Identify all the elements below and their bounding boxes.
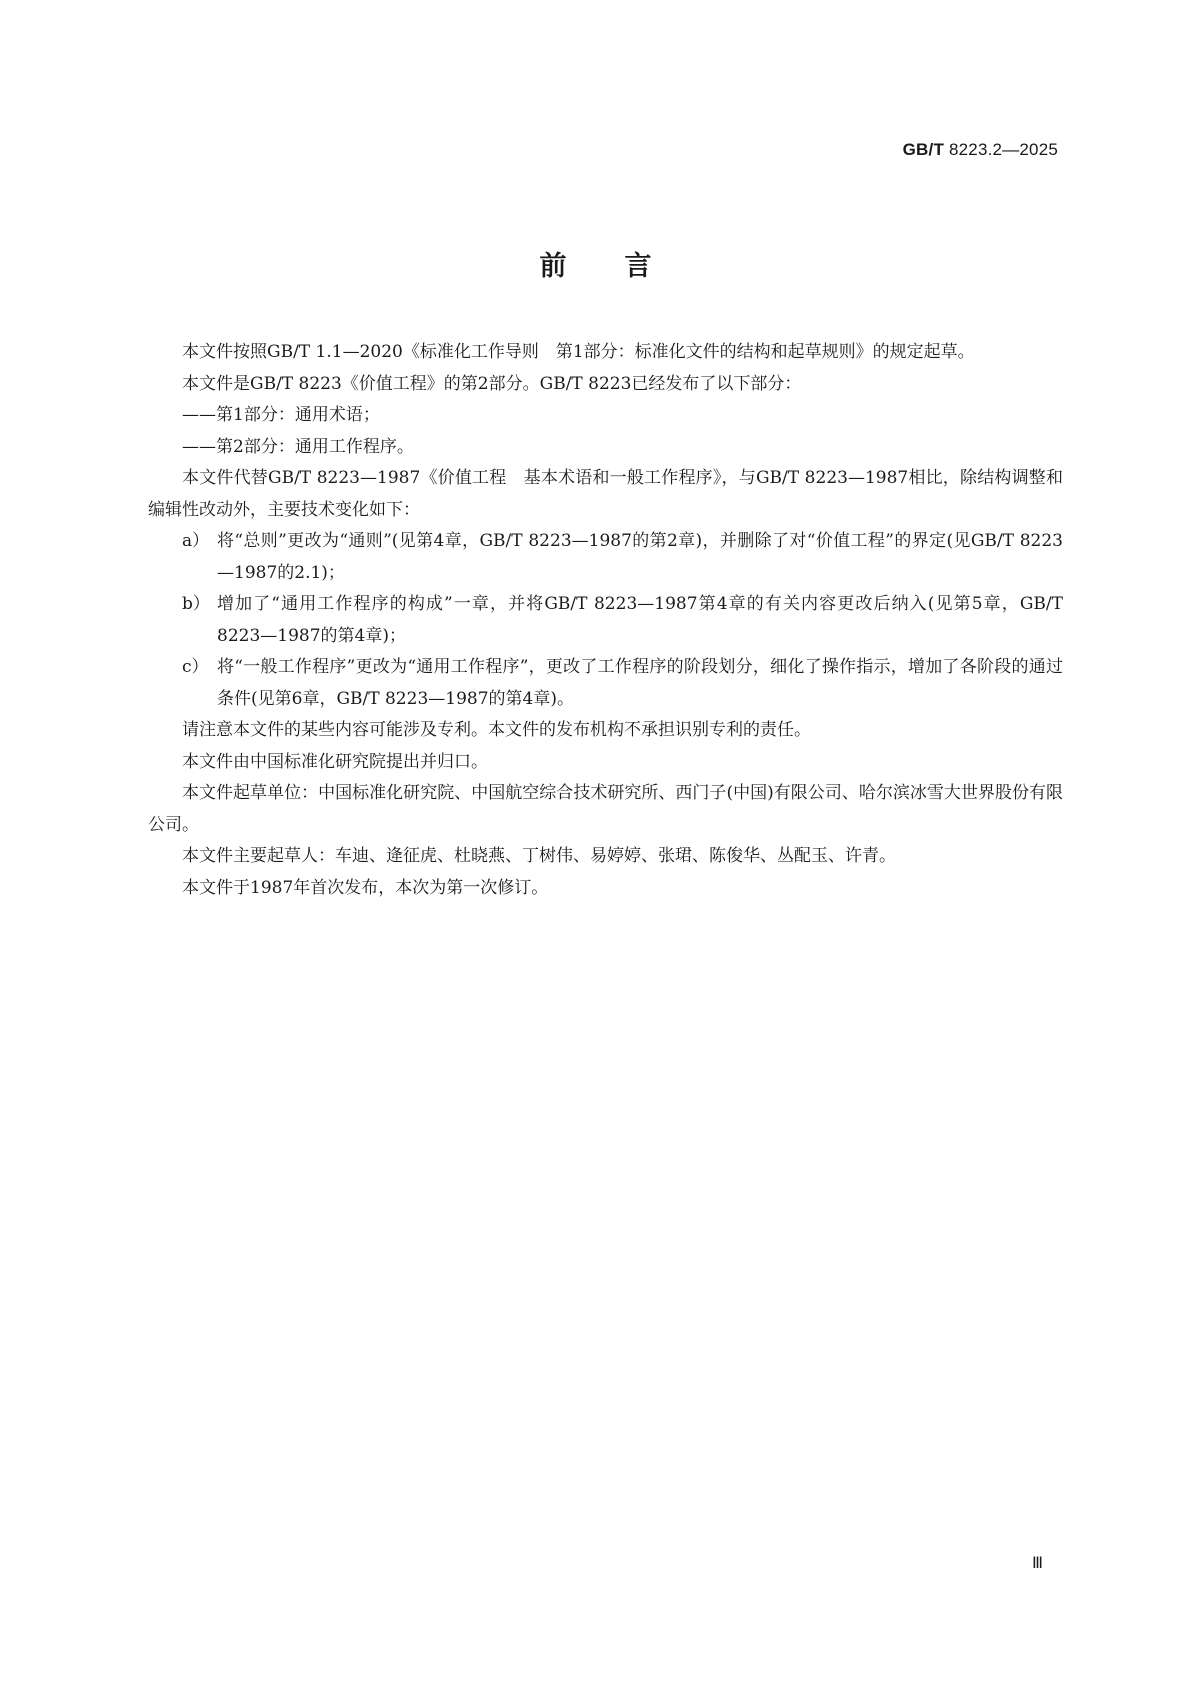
paragraph-drafting-units: 本文件起草单位：中国标准化研究院、中国航空综合技术研究所、西门子(中国)有限公司、哈尔滨冰雪大世界股份有限公司。: [148, 783, 1063, 835]
change-item-a: [148, 526, 1063, 589]
standard-code: GB/T: [902, 140, 945, 159]
paragraph-patent-notice: 请注意本文件的某些内容可能涉及专利。本文件的发布机构不承担识别专利的责任。: [182, 720, 811, 740]
page-number: Ⅲ: [1031, 1555, 1043, 1572]
paragraph-part-info: 本文件是GB/T 8223《价值工程》的第2部分。GB/T 8223已经发布了以下部分：: [182, 373, 802, 394]
page-title: 前言: [539, 251, 710, 282]
paragraph-replacement: 本文件代替GB/T 8223—1987《价值工程 基本术语和一般工作程序》，与GB/T 8223—1987相比，除结构调整和编辑性改动外，主要技术变化如下：: [148, 468, 1063, 520]
change-item-marker: a）: [182, 531, 210, 551]
change-item-text: 将“一般工作程序”更改为“通用工作程序”，更改了工作程序的阶段划分，细化了操作指示，增加了各阶段的通过条件(见第6章，GB/T 8223—1987的第4章)。: [217, 657, 1063, 709]
list-item-part-1: ——第1部分：通用术语；: [182, 405, 380, 425]
paragraph-drafting-basis: 本文件按照GB/T 1.1—2020《标准化工作导则 第1部分：标准化文件的结构和起草规则》的规定起草。: [182, 342, 975, 362]
standard-number: 8223.2—2025: [948, 140, 1058, 159]
paragraph-history: 本文件于1987年首次发布，本次为第一次修订。: [182, 877, 549, 898]
change-item-marker: c）: [182, 657, 209, 677]
paragraph-proposer: 本文件由中国标准化研究院提出并归口。: [182, 751, 488, 772]
paragraph-drafters: 本文件主要起草人：车迪、逄征虎、杜晓燕、丁树伟、易婷婷、张珺、陈俊华、丛配玉、许青。: [182, 846, 896, 866]
change-item-b: [148, 589, 1063, 652]
foreword-body: [148, 337, 1063, 904]
list-item-part-2: ——第2部分：通用工作程序。: [182, 436, 414, 457]
change-item-text: 将“总则”更改为“通则”(见第4章，GB/T 8223—1987的第2章)，并删除了对“价值工程”的界定(见GB/T 8223—1987的2.1)；: [217, 531, 1063, 583]
change-item-c: [148, 652, 1063, 715]
change-item-marker: b）: [182, 594, 210, 614]
standard-number-header: [903, 140, 1058, 160]
change-item-text: 增加了“通用工作程序的构成”一章，并将GB/T 8223—1987第4章的有关内容更改后纳入(见第5章，GB/T 8223—1987的第4章)；: [217, 594, 1063, 646]
